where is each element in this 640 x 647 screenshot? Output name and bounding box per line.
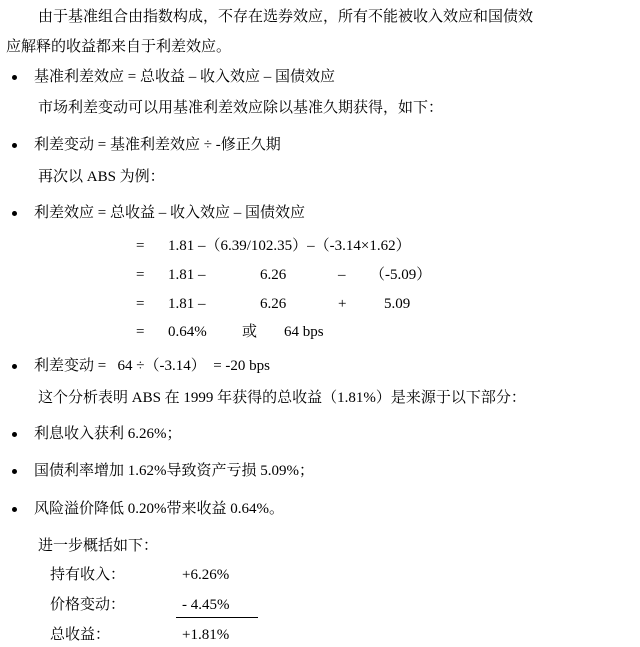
abs-example-intro: 再次以 ABS 为例： bbox=[38, 169, 165, 185]
bullet-marker bbox=[12, 364, 17, 369]
bullet-marker bbox=[12, 469, 17, 474]
calc-row3-operator: + bbox=[338, 296, 347, 312]
bullet-spread-effect-formula: 基准利差效应 = 总收益 – 收入效应 – 国债效应 bbox=[34, 69, 335, 85]
summary-value-total-return: +1.81% bbox=[182, 627, 230, 643]
calc-row2-operator: – bbox=[338, 267, 346, 283]
summary-label-price-change: 价格变动： bbox=[50, 597, 126, 613]
calc-row2-term-a: 1.81 – bbox=[168, 267, 206, 283]
bullet-marker bbox=[12, 143, 17, 148]
calc-row4-equals: = bbox=[136, 324, 145, 340]
bullet-marker bbox=[12, 75, 17, 80]
intro-paragraph-line-1: 由于基准组合由指数构成，不存在选券效应，所有不能被收入效应和国债效 bbox=[38, 9, 534, 25]
calc-row2-term-c: （-5.09） bbox=[370, 267, 432, 283]
intro-paragraph-line-2: 应解释的收益都来自于利差效应。 bbox=[6, 39, 232, 55]
bullet-spread-change-formula: 利差变动 = 基准利差效应 ÷ -修正久期 bbox=[34, 137, 281, 153]
calc-row2-term-b: 6.26 bbox=[260, 267, 287, 283]
market-spread-paragraph: 市场利差变动可以用基准利差效应除以基准久期获得，如下： bbox=[38, 100, 444, 116]
bullet-marker bbox=[12, 432, 17, 437]
further-summary-heading: 进一步概括如下： bbox=[38, 538, 159, 554]
analysis-paragraph: 这个分析表明 ABS 在 1999 年获得的总收益（1.81%）是来源于以下部分： bbox=[38, 390, 526, 406]
calc-row3-term-c: 5.09 bbox=[384, 296, 411, 312]
calc-row4-or: 或 bbox=[242, 324, 258, 340]
calc-row1-expression: 1.81 –（6.39/102.35）–（-3.14×1.62） bbox=[168, 238, 411, 254]
calc-row4-result-percent: 0.64% bbox=[168, 324, 207, 340]
summary-value-price-change: - 4.45% bbox=[182, 597, 230, 613]
calc-row3-equals: = bbox=[136, 296, 145, 312]
bullet-treasury-loss: 国债利率增加 1.62%导致资产亏损 5.09%； bbox=[34, 463, 314, 479]
calc-row2-equals: = bbox=[136, 267, 145, 283]
bullet-marker bbox=[12, 507, 17, 512]
summary-value-holding-income: +6.26% bbox=[182, 567, 230, 583]
bullet-marker bbox=[12, 211, 17, 216]
calc-row1-equals: = bbox=[136, 238, 145, 254]
calculation-head: 利差效应 = 总收益 – 收入效应 – 国债效应 bbox=[34, 205, 305, 221]
calc-row3-term-b: 6.26 bbox=[260, 296, 287, 312]
summary-sum-rule bbox=[176, 617, 258, 618]
bullet-interest-income: 利息收入获利 6.26%； bbox=[34, 426, 182, 442]
summary-label-total-return: 总收益： bbox=[50, 627, 111, 643]
bullet-risk-premium: 风险溢价降低 0.20%带来收益 0.64%。 bbox=[34, 501, 284, 517]
summary-label-holding-income: 持有收入： bbox=[50, 567, 126, 583]
calc-row3-term-a: 1.81 – bbox=[168, 296, 206, 312]
spread-change-result: 利差变动 = 64 ÷（-3.14） = -20 bps bbox=[34, 358, 270, 374]
calc-row4-result-bps: 64 bps bbox=[284, 324, 324, 340]
